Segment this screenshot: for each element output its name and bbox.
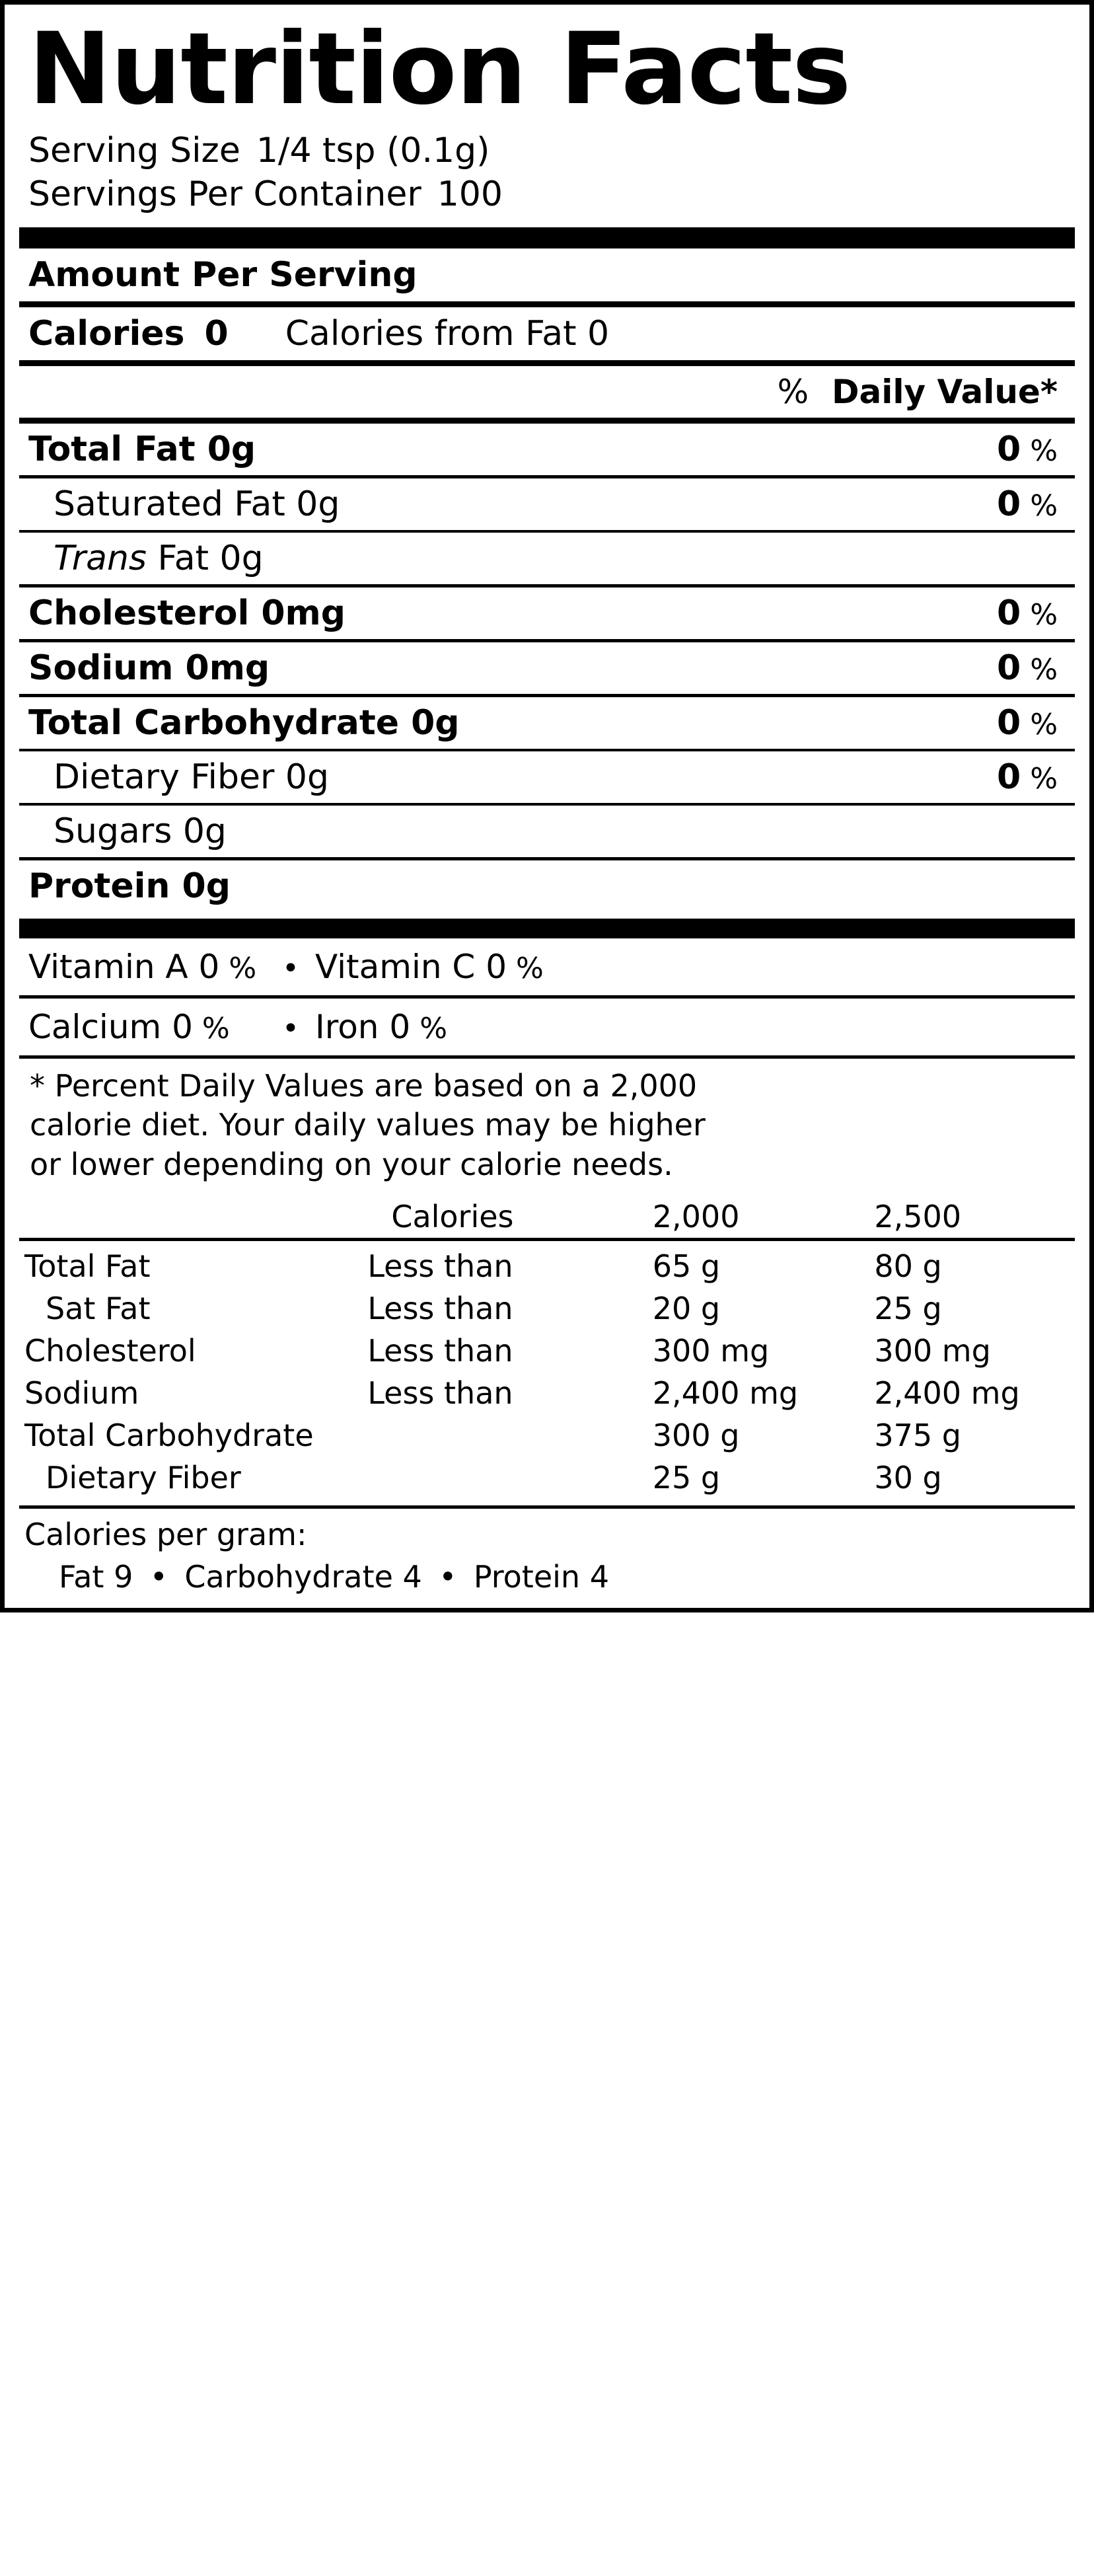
table-cell: Sodium	[24, 1375, 139, 1411]
table-header-cell: Calories	[391, 1198, 514, 1234]
table-cell: 80 g	[874, 1248, 942, 1284]
nutrient-name	[28, 539, 264, 578]
table-cell: 2,400 mg	[874, 1375, 1020, 1411]
nutrient-dv: 0 %	[997, 757, 1058, 797]
nutrient-name: Dietary Fiber 0g	[54, 757, 329, 797]
table-cell: 65 g	[652, 1248, 721, 1284]
bullet-icon: •	[282, 1011, 299, 1045]
table-header-cell: 2,500	[874, 1198, 962, 1234]
table-cell	[367, 1414, 652, 1457]
table-header-cell	[19, 1195, 367, 1238]
table-cell: Total Carbohydrate	[24, 1417, 314, 1453]
table-cell: 375 g	[874, 1417, 961, 1453]
daily-values-body	[19, 1245, 1075, 1499]
nutrient-row-dietary-fiber	[28, 751, 1075, 803]
table-row	[19, 1372, 1075, 1414]
nutrient-name: Sugars 0g	[54, 811, 227, 851]
servings-per-container-label: Servings Per Container	[28, 174, 421, 215]
nutrient-row-total-fat	[28, 424, 1075, 475]
bullet-icon: •	[149, 1558, 168, 1595]
daily-value-text: Daily Value*	[820, 372, 1058, 411]
percent-symbol: %	[777, 372, 809, 411]
vitamin-a: Vitamin A 0 %	[28, 947, 257, 986]
table-cell: 20 g	[652, 1290, 721, 1326]
nutrient-name: Total Fat 0g	[28, 429, 256, 469]
divider-medium-3	[19, 418, 1075, 424]
table-cell	[367, 1457, 652, 1499]
nutrient-dv: 0 %	[997, 702, 1058, 743]
daily-values-table	[19, 1195, 1075, 1238]
table-row	[19, 1287, 1075, 1330]
nutrient-name: Cholesterol 0mg	[28, 593, 346, 633]
amount-per-serving: Amount Per Serving	[28, 254, 418, 295]
nutrient-dv: 0 %	[997, 429, 1058, 469]
table-cell: 2,400 mg	[652, 1375, 799, 1411]
cpg-carbohydrate: Carbohydrate 4	[184, 1558, 422, 1595]
vitamin-row-1	[28, 938, 1075, 995]
daily-value-header	[19, 366, 1075, 418]
footnote-line-3: or lower depending on your calorie needs.	[30, 1147, 673, 1183]
serving-size-label: Serving Size	[28, 130, 240, 170]
table-cell: 300 mg	[652, 1332, 770, 1369]
iron: Iron 0 %	[315, 1007, 447, 1046]
bullet-icon: •	[282, 951, 299, 985]
servings-per-container-value: 100	[437, 174, 503, 215]
calories-value: 0	[204, 313, 229, 354]
nutrient-row-sodium	[28, 642, 1075, 694]
calories-row	[28, 307, 1075, 360]
vitamin-row-2	[28, 999, 1075, 1055]
nutrient-name: Sodium 0mg	[28, 648, 270, 688]
daily-value-footnote	[24, 1059, 1075, 1192]
nutrient-dv: 0 %	[997, 484, 1058, 524]
table-cell: Total Fat	[24, 1248, 151, 1284]
table-cell: Less than	[367, 1332, 513, 1369]
trans-rest: Fat 0g	[147, 538, 264, 578]
divider-thick-bottom	[19, 919, 1075, 938]
footnote-line-2: calorie diet. Your daily values may be higher	[30, 1107, 706, 1143]
table-row	[19, 1457, 1075, 1499]
vitamin-c: Vitamin C 0 %	[315, 947, 544, 986]
table-row	[19, 1330, 1075, 1372]
servings-per-container-line	[28, 172, 1075, 217]
calcium: Calcium 0 %	[28, 1007, 230, 1046]
divider-medium-2	[19, 360, 1075, 366]
footnote-line-1: * Percent Daily Values are based on a 2,000	[30, 1067, 698, 1104]
table-cell: Dietary Fiber	[46, 1459, 241, 1496]
table-cell: 30 g	[874, 1459, 942, 1496]
cpg-protein: Protein 4	[473, 1558, 609, 1595]
table-cell: 300 mg	[874, 1332, 991, 1369]
table-cell: Less than	[367, 1375, 513, 1411]
nutrient-name: Protein 0g	[28, 866, 231, 906]
calories-per-gram-label: Calories per gram:	[24, 1516, 307, 1552]
calories-label: Calories	[28, 313, 185, 354]
divider-medium-1	[19, 301, 1075, 307]
nutrient-row-sugars	[28, 806, 1075, 857]
table-cell: 300 g	[652, 1417, 740, 1453]
nutrient-row-trans-fat	[28, 533, 1075, 584]
nutrient-name: Total Carbohydrate 0g	[28, 702, 460, 743]
table-cell: Cholesterol	[24, 1332, 196, 1369]
table-cell: Less than	[367, 1290, 513, 1326]
nutrient-row-total-carbohydrate	[28, 697, 1075, 749]
table-row	[19, 1245, 1075, 1287]
calories-from-fat: Calories from Fat 0	[285, 313, 610, 354]
nutrient-name: Saturated Fat 0g	[54, 484, 340, 524]
table-row	[19, 1414, 1075, 1457]
nutrient-dv: 0 %	[997, 593, 1058, 633]
table-header-cell: 2,000	[652, 1198, 740, 1234]
nutrient-row-cholesterol	[28, 587, 1075, 639]
nutrient-row-saturated-fat	[28, 478, 1075, 530]
table-header-row	[19, 1195, 1075, 1238]
cpg-fat: Fat 9	[59, 1558, 133, 1595]
divider-thin-8	[19, 1238, 1075, 1241]
divider-thick-top	[19, 227, 1075, 248]
trans-word: Trans	[54, 538, 147, 578]
bullet-icon: •	[439, 1558, 457, 1595]
table-cell: 25 g	[652, 1459, 721, 1496]
serving-size-value: 1/4 tsp (0.1g)	[256, 130, 490, 170]
table-cell: Sat Fat	[46, 1290, 151, 1326]
table-cell: Less than	[367, 1248, 513, 1284]
serving-size-line	[28, 129, 1075, 173]
page-title: Nutrition Facts	[28, 12, 851, 127]
calories-per-gram-values	[19, 1555, 1075, 1597]
table-cell: 25 g	[874, 1290, 942, 1326]
nutrient-dv: 0 %	[997, 648, 1058, 688]
nutrient-row-protein	[28, 860, 1075, 912]
